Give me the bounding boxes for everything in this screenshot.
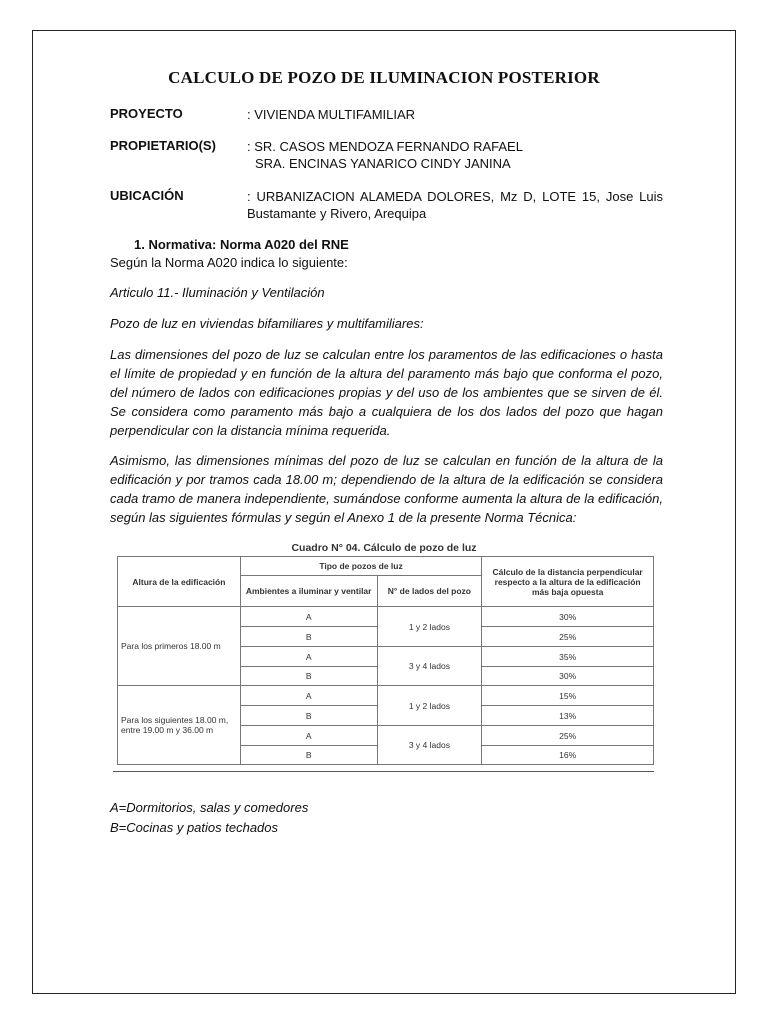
ubicacion-label: UBICACIÓN: [110, 188, 184, 203]
pct-cell: 30%: [482, 607, 654, 627]
pct-cell: 16%: [482, 746, 654, 765]
propietario-value-1: : SR. CASOS MENDOZA FERNANDO RAFAEL: [247, 139, 523, 154]
legend-b: B=Cocinas y patios techados: [110, 820, 279, 835]
pozo-luz-table: [117, 556, 654, 765]
header-distancia: Cálculo de la distancia perpendicular respecto a la altura de la edificación más baja opuesta: [482, 557, 654, 607]
paragraph-1: Las dimensiones del pozo de luz se calculan entre los paramentos de las edificaciones o hasta el límite de propiedad y en función de la altura del paramento más bajo que conforma el pozo, del número de lados con edificaciones propias y del uso de los ambientes que se sirven de él. Se considera como paramento más bajo a cualquiera de los dos lados del pozo que hagan perpendicular con la distancia mínima requerida.: [110, 347, 663, 438]
table-row: [118, 607, 654, 627]
header-lados: N° de lados del pozo: [377, 576, 482, 607]
section-heading: 1. Normativa: Norma A020 del RNE: [134, 237, 349, 252]
ambiente-cell: A: [240, 607, 377, 627]
ambiente-cell: A: [240, 647, 377, 667]
lados-cell: 3 y 4 lados: [377, 647, 482, 686]
lados-cell: 1 y 2 lados: [377, 607, 482, 647]
section-intro: Según la Norma A020 indica lo siguiente:: [110, 255, 348, 270]
pct-cell: 30%: [482, 667, 654, 686]
lados-cell: 1 y 2 lados: [377, 686, 482, 726]
ambiente-cell: B: [240, 627, 377, 647]
legend-a: A=Dormitorios, salas y comedores: [110, 800, 309, 815]
table-row: [118, 686, 654, 706]
propietario-value-2: SRA. ENCINAS YANARICO CINDY JANINA: [255, 156, 511, 171]
article-title: Articulo 11.- Iluminación y Ventilación: [110, 285, 325, 300]
table-caption: Cuadro N° 04. Cálculo de pozo de luz: [291, 542, 477, 554]
pct-cell: 15%: [482, 686, 654, 706]
ambiente-cell: A: [240, 726, 377, 746]
proyecto-value: : VIVIENDA MULTIFAMILIAR: [247, 107, 416, 122]
article-subheading: Pozo de luz en viviendas bifamiliares y multifamiliares:: [110, 316, 424, 331]
ubicacion-value: : URBANIZACION ALAMEDA DOLORES, Mz D, LOTE 15, Jose Luis Bustamante y Rivero, Arequipa: [247, 189, 663, 221]
group2-label: Para los siguientes 18.00 m, entre 19.00 m y 36.00 m: [118, 686, 241, 765]
pct-cell: 25%: [482, 627, 654, 647]
pct-cell: 35%: [482, 647, 654, 667]
pct-cell: 13%: [482, 706, 654, 726]
pct-cell: 25%: [482, 726, 654, 746]
proyecto-label: PROYECTO: [110, 106, 183, 121]
ambiente-cell: A: [240, 686, 377, 706]
paragraph-2: Asimismo, las dimensiones mínimas del pozo de luz se calculan en función de la altura de la edificación y por tramos cada 18.00 m; dependiendo de la altura de la edificación se considera cada tramo de manera independiente, sumándose conforme aumenta la altura de la edificación, según las siguientes fórmulas y según el Anexo 1 de la presente Norma Técnica:: [110, 453, 663, 525]
ambiente-cell: B: [240, 706, 377, 726]
header-altura: Altura de la edificación: [118, 557, 241, 607]
group1-label: Para los primeros 18.00 m: [118, 607, 241, 686]
lados-cell: 3 y 4 lados: [377, 726, 482, 765]
header-ambientes: Ambientes a iluminar y ventilar: [240, 576, 377, 607]
document-title: CALCULO DE POZO DE ILUMINACION POSTERIOR: [168, 68, 600, 87]
ambiente-cell: B: [240, 667, 377, 686]
table-bottom-rule: [113, 771, 654, 772]
propietario-label: PROPIETARIO(S): [110, 138, 216, 153]
header-tipo: Tipo de pozos de luz: [240, 557, 482, 576]
ambiente-cell: B: [240, 746, 377, 765]
